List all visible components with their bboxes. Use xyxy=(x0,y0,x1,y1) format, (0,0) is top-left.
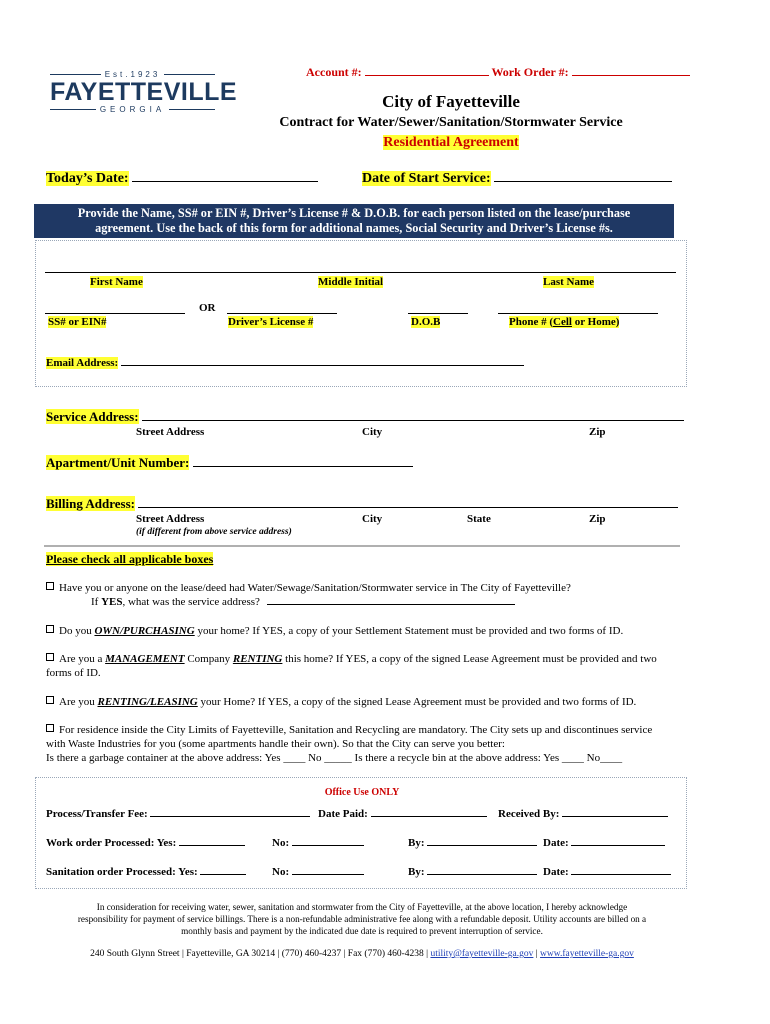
apartment-field[interactable] xyxy=(46,455,413,471)
apartment-label: Apartment/Unit Number: xyxy=(46,455,190,470)
q2-pre: Do you xyxy=(59,625,95,637)
fee-field[interactable] xyxy=(46,808,310,820)
q5-garbage: Is there a garbage container at the above address: Yes ____ No _____ xyxy=(46,752,355,764)
q5-recycle: Is there a recycle bin at the above address: Yes ____ No____ xyxy=(354,752,623,764)
work-order-label: Work Order #: xyxy=(491,65,569,79)
todays-date-field[interactable] xyxy=(46,171,318,187)
service-zip-label: Zip xyxy=(589,426,606,438)
start-date-field[interactable] xyxy=(362,171,672,187)
footer-line-1: In consideration for receiving water, sewer, sanitation and stormwater from the City of Fayetteville, at the above location, I hereby acknowledge xyxy=(96,902,628,912)
checkbox-5[interactable] xyxy=(46,724,54,732)
dl-line[interactable] xyxy=(227,313,337,314)
work-order-label: Work order Processed: Yes: xyxy=(46,837,177,849)
checks-title: Please check all applicable boxes xyxy=(46,552,214,566)
footer-contact xyxy=(0,949,724,959)
work-order-no-field[interactable] xyxy=(272,837,364,849)
billing-address-field[interactable] xyxy=(46,496,678,512)
footer-line-2: responsibility for payment of service billings. There is a non-refundable administrative fee along with a refundable deposit. Utility accounts are billed on a xyxy=(77,914,647,924)
checkbox-3[interactable] xyxy=(46,653,54,661)
q5-line-2: with Waste Industries for you (some apartments handle their own). So that the City can serve you better: xyxy=(46,738,505,750)
billing-state-label: State xyxy=(467,513,491,525)
or-label: OR xyxy=(199,302,216,314)
q3-em2: RENTING xyxy=(232,653,283,665)
service-street-label: Street Address xyxy=(136,426,205,438)
question-1-followup[interactable] xyxy=(91,596,515,608)
question-5 xyxy=(46,724,652,736)
checkbox-2[interactable] xyxy=(46,625,54,633)
service-city-label: City xyxy=(362,426,383,438)
q4-post: your Home? If YES, a copy of the signed Lease Agreement must be provided and two forms of ID. xyxy=(197,696,637,708)
todays-date-label: Today’s Date: xyxy=(46,171,129,186)
footer-acknowledgement xyxy=(0,901,724,937)
question-4 xyxy=(46,696,636,708)
q3-em1: MANAGEMENT xyxy=(105,653,185,665)
contract-title: Contract for Water/Sewer/Sanitation/Stormwater Service xyxy=(279,115,623,130)
checks-title-wrap xyxy=(46,552,213,567)
q1-rest: , what was the service address? xyxy=(122,596,260,608)
account-field[interactable] xyxy=(306,65,690,80)
checkbox-4[interactable] xyxy=(46,696,54,704)
instructions-banner xyxy=(34,204,674,238)
work-order-date-field[interactable] xyxy=(543,837,665,849)
fee-label: Process/Transfer Fee: xyxy=(46,808,148,820)
email-field[interactable] xyxy=(46,357,524,369)
q3-mid: Company xyxy=(184,653,233,665)
sanitation-yes-field[interactable] xyxy=(46,866,246,878)
work-order-date-label: Date: xyxy=(543,837,569,849)
billing-zip-label: Zip xyxy=(589,513,606,525)
footer-sep: | xyxy=(533,949,541,959)
phone-line[interactable] xyxy=(498,313,658,314)
dl-label: Driver’s License # xyxy=(228,316,314,328)
q1-if: If xyxy=(91,596,102,608)
sanitation-by-field[interactable] xyxy=(408,866,537,878)
account-label: Account #: xyxy=(306,65,362,79)
question-2 xyxy=(46,625,623,637)
phone-post: or Home) xyxy=(571,316,620,328)
received-by-label: Received By: xyxy=(498,808,560,820)
section-divider xyxy=(44,545,680,547)
banner-line-1: Provide the Name, SS# or EIN #, Driver’s License # & D.O.B. for each person listed on the lease/purchase xyxy=(77,206,631,220)
date-paid-field[interactable] xyxy=(318,808,487,820)
logo-name: FAYETTEVILLE xyxy=(50,78,238,106)
q5-line-1: For residence inside the City Limits of Fayetteville, Sanitation and Recycling are mandatory. The City sets up and discontinues service xyxy=(59,724,653,736)
phone-cell: Cell xyxy=(553,316,572,328)
ss-label: SS# or EIN# xyxy=(48,316,107,328)
dob-line[interactable] xyxy=(408,313,468,314)
sanitation-date-label: Date: xyxy=(543,866,569,878)
work-order-yes-field[interactable] xyxy=(46,837,245,849)
checkbox-1[interactable] xyxy=(46,582,54,590)
office-use-title: Office Use ONLY xyxy=(324,787,400,798)
utility-email-link[interactable]: utility@fayetteville-ga.gov xyxy=(430,949,534,959)
last-name-label: Last Name xyxy=(543,276,595,288)
q1-text: Have you or anyone on the lease/deed had Water/Sewage/Sanitation/Stormwater service in The City of Fayetteville? xyxy=(59,582,571,594)
work-order-by-field[interactable] xyxy=(408,837,537,849)
billing-note: (if different from above service address) xyxy=(136,527,292,537)
footer-line-3: monthly basis and payment by the indicated due date is required to prevent interruption of service. xyxy=(181,926,543,936)
q1-yes: YES xyxy=(101,596,123,608)
date-paid-label: Date Paid: xyxy=(318,808,368,820)
start-date-label: Date of Start Service: xyxy=(362,171,491,186)
agreement-title: Residential Agreement xyxy=(383,135,519,150)
q4-pre: Are you xyxy=(59,696,98,708)
q5-line-3[interactable] xyxy=(46,752,622,764)
sanitation-label: Sanitation order Processed: Yes: xyxy=(46,866,198,878)
q3-line-2: forms of ID. xyxy=(46,667,101,679)
footer-address: 240 South Glynn Street | Fayetteville, GA 30214 | (770) 460-4237 | Fax (770) 460-4238 | xyxy=(90,949,431,959)
billing-city-label: City xyxy=(362,513,383,525)
q3-post: this home? If YES, a copy of the signed Lease Agreement must be provided and two xyxy=(282,653,657,665)
sanitation-no-field[interactable] xyxy=(272,866,364,878)
email-label: Email Address: xyxy=(46,357,119,369)
q2-em: OWN/PURCHASING xyxy=(94,625,195,637)
phone-label xyxy=(509,316,619,328)
page-title: City of Fayetteville xyxy=(382,92,520,111)
q3-pre: Are you a xyxy=(59,653,106,665)
question-3 xyxy=(46,653,657,665)
logo-state: GEORGIA xyxy=(99,105,166,114)
middle-initial-label: Middle Initial xyxy=(318,276,384,288)
first-name-label: First Name xyxy=(90,276,143,288)
logo-est: Est.1923 xyxy=(104,70,161,79)
received-by-field[interactable] xyxy=(498,808,668,820)
work-order-no-label: No: xyxy=(272,837,290,849)
q4-em: RENTING/LEASING xyxy=(97,696,198,708)
sanitation-no-label: No: xyxy=(272,866,290,878)
dob-label: D.O.B xyxy=(411,316,441,328)
ss-line[interactable] xyxy=(45,313,185,314)
banner-line-2: agreement. Use the back of this form for additional names, Social Security and Driver’s License #s. xyxy=(95,221,613,235)
service-address-field[interactable] xyxy=(46,409,684,425)
sanitation-date-field[interactable] xyxy=(543,866,671,878)
q2-post: your home? If YES, a copy of your Settlement Statement must be provided and two forms of ID. xyxy=(194,625,624,637)
website-link[interactable]: www.fayetteville-ga.gov xyxy=(540,949,634,959)
service-address-label: Service Address: xyxy=(46,409,139,424)
sanitation-by-label: By: xyxy=(408,866,425,878)
phone-pre: Phone # ( xyxy=(509,316,553,328)
billing-street-label: Street Address xyxy=(136,513,205,525)
billing-address-label: Billing Address: xyxy=(46,496,135,511)
work-order-by-label: By: xyxy=(408,837,425,849)
name-line[interactable] xyxy=(45,272,676,273)
question-1 xyxy=(46,582,571,594)
